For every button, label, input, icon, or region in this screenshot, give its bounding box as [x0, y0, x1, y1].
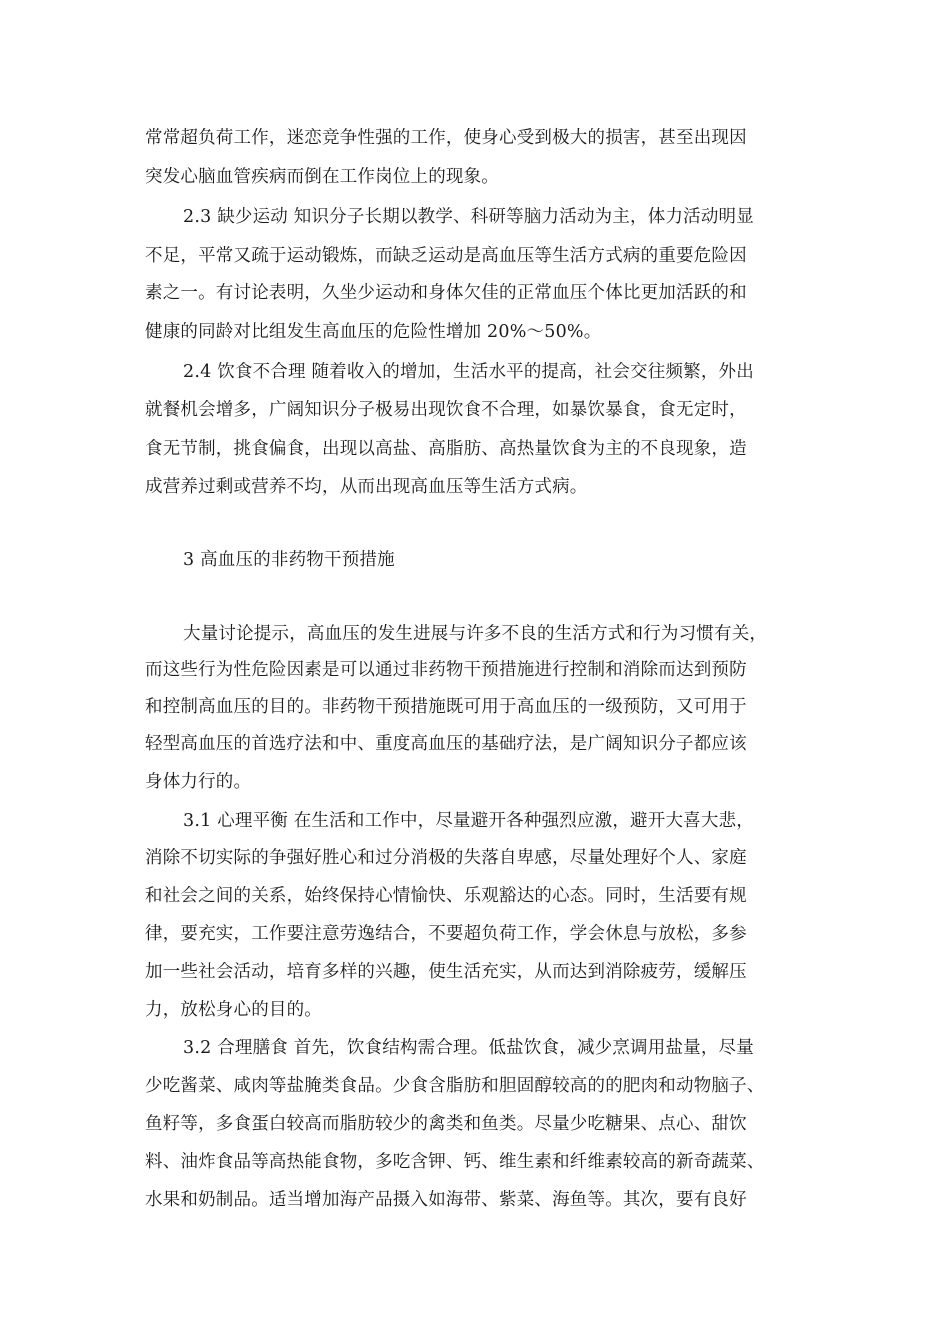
paragraph-line: 轻型高血压的首选疗法和中、重度高血压的基础疗法，是广阔知识分子都应该: [145, 734, 747, 754]
section-heading: 3 高血压的非药物干预措施: [183, 550, 395, 570]
paragraph-line: 突发心脑血管疾病而倒在工作岗位上的现象。: [145, 167, 499, 187]
paragraph-line: 就餐机会增多，广阔知识分子极易出现饮食不合理，如暴饮暴食，食无定时，: [145, 400, 747, 420]
paragraph-line: 健康的同龄对比组发生高血压的危险性增加 20%～50%。: [145, 322, 602, 342]
paragraph-line: 消除不切实际的争强好胜心和过分消极的失落自卑感，尽量处理好个人、家庭: [145, 848, 747, 868]
paragraph-line: 律，要充实，工作要注意劳逸结合，不要超负荷工作，学会休息与放松，多参: [145, 924, 747, 944]
paragraph-line: 3.2 合理膳食 首先，饮食结构需合理。低盐饮食，减少烹调用盐量，尽量: [183, 1038, 754, 1058]
paragraph-line: 素之一。有讨论表明，久坐少运动和身体欠佳的正常血压个体比更加活跃的和: [145, 283, 747, 303]
paragraph-line: 和控制高血压的目的。非药物干预措施既可用于高血压的一级预防，又可用于: [145, 697, 747, 717]
paragraph-line: 少吃酱菜、咸肉等盐腌类食品。少食含脂肪和胆固醇较高的的肥肉和动物脑子、: [145, 1076, 765, 1096]
paragraph-line: 食无节制，挑食偏食，出现以高盐、高脂肪、高热量饮食为主的不良现象，造: [145, 439, 747, 459]
paragraph-line: 2.3 缺少运动 知识分子长期以教学、科研等脑力活动为主，体力活动明显: [183, 207, 754, 227]
paragraph-line: 身体力行的。: [145, 772, 252, 792]
paragraph-line: 而这些行为性危险因素是可以通过非药物干预措施进行控制和消除而达到预防: [145, 660, 747, 680]
paragraph-line: 不足，平常又疏于运动锻炼，而缺乏运动是高血压等生活方式病的重要危险因: [145, 246, 747, 266]
paragraph-line: 鱼籽等，多食蛋白较高而脂肪较少的禽类和鱼类。尽量少吃糖果、点心、甜饮: [145, 1114, 747, 1134]
paragraph-line: 加一些社会活动，培育多样的兴趣，使生活充实，从而达到消除疲劳，缓解压: [145, 962, 747, 982]
paragraph-line: 3.1 心理平衡 在生活和工作中，尽量避开各种强烈应激，避开大喜大悲，: [183, 811, 754, 831]
paragraph-line: 大量讨论提示，高血压的发生进展与许多不良的生活方式和行为习惯有关，: [183, 624, 768, 644]
paragraph-line: 水果和奶制品。适当增加海产品摄入如海带、紫菜、海鱼等。其次，要有良好: [145, 1190, 747, 1210]
paragraph-line: 料、油炸食品等高热能食物，多吃含钾、钙、维生素和纤维素较高的新奇蔬菜、: [145, 1152, 765, 1172]
paragraph-line: 2.4 饮食不合理 随着收入的增加，生活水平的提高，社会交往频繁，外出: [183, 362, 754, 382]
paragraph-line: 和社会之间的关系，始终保持心情愉快、乐观豁达的心态。同时，生活要有规: [145, 886, 747, 906]
paragraph-line: 成营养过剩或营养不均，从而出现高血压等生活方式病。: [145, 477, 588, 497]
paragraph-line: 力，放松身心的目的。: [145, 1000, 322, 1020]
paragraph-line: 常常超负荷工作，迷恋竞争性强的工作，使身心受到极大的损害，甚至出现因: [145, 128, 747, 148]
